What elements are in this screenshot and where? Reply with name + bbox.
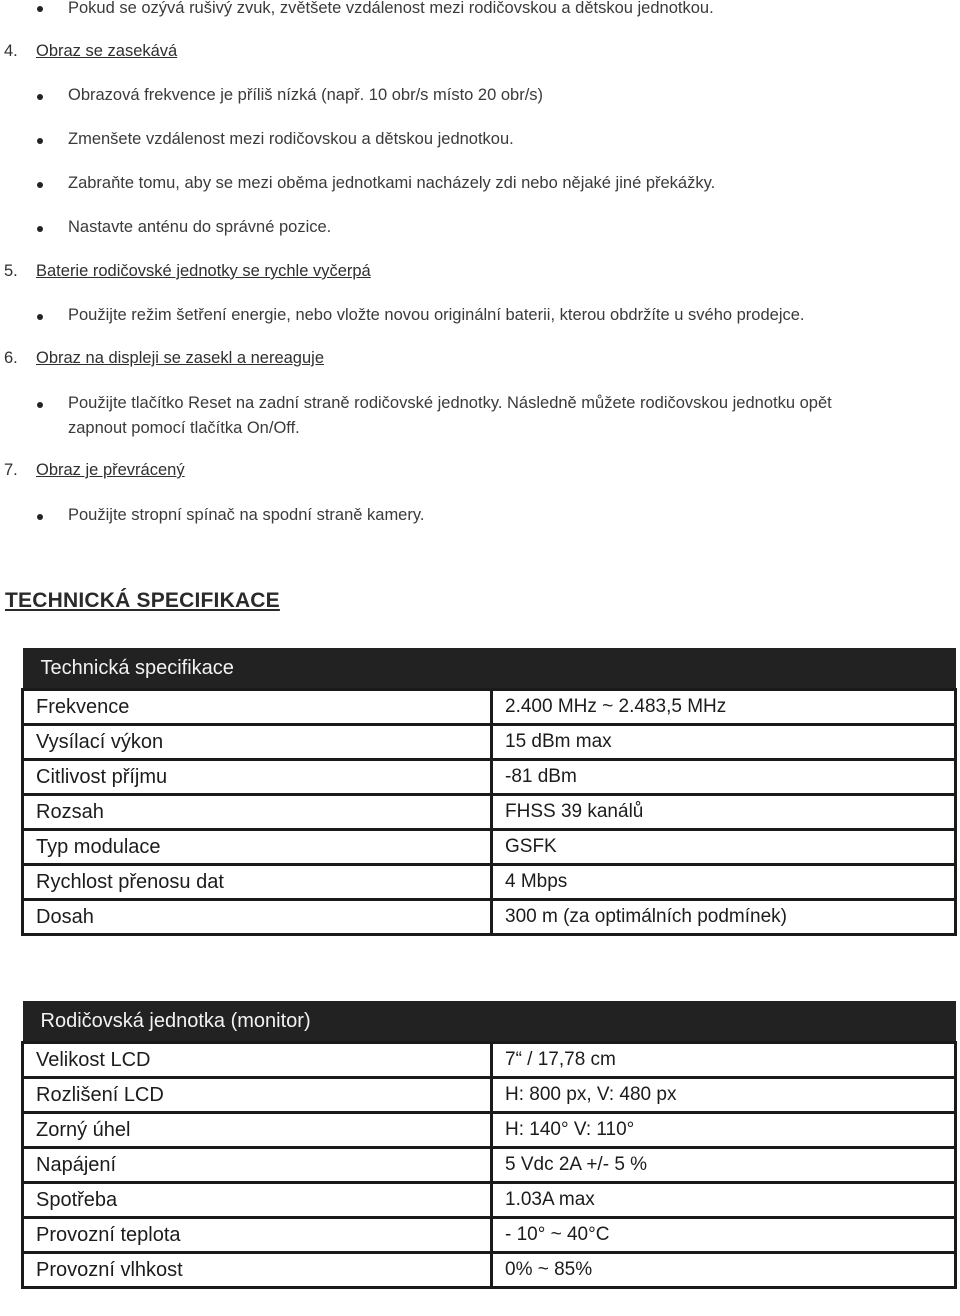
spec-value: 5 Vdc 2A +/- 5 % — [492, 1148, 956, 1183]
spec-value: 4 Mbps — [492, 865, 956, 900]
item-heading: Obraz je převrácený — [36, 461, 185, 479]
spec-key: Rozlišení LCD — [23, 1078, 492, 1113]
table-row — [23, 1078, 956, 1113]
spec-key: Typ modulace — [23, 830, 492, 865]
table-row — [23, 900, 956, 935]
item-heading: Baterie rodičovské jednotky se rychle vyčerpá — [36, 262, 371, 280]
spec-key: Provozní vlhkost — [23, 1253, 492, 1288]
spec-table-monitor — [21, 1001, 957, 1289]
item-number: 4. — [4, 42, 18, 60]
table-row — [23, 1218, 956, 1253]
bullet-text: Pokud se ozývá rušivý zvuk, zvětšete vzdálenost mezi rodičovskou a dětskou jednotkou. — [68, 0, 714, 17]
section-title: TECHNICKÁ SPECIFIKACE — [5, 589, 280, 612]
spec-key: Rozsah — [23, 795, 492, 830]
bullet-text: Obrazová frekvence je příliš nízká (např. 10 obr/s místo 20 obr/s) — [68, 86, 544, 104]
bullet-icon — [37, 314, 43, 320]
bullet-icon — [37, 514, 43, 520]
spec-value: 7“ / 17,78 cm — [492, 1043, 956, 1078]
spec-value: 15 dBm max — [492, 725, 956, 760]
table-row — [23, 1253, 956, 1288]
bullet-icon — [37, 402, 43, 408]
bullet-text: Použijte tlačítko Reset na zadní straně rodičovské jednotky. Následně můžete rodičovskou jednotku opět — [68, 394, 832, 412]
table-row — [23, 1113, 956, 1148]
spec-value: FHSS 39 kanálů — [492, 795, 956, 830]
spec-key: Citlivost příjmu — [23, 760, 492, 795]
spec-table-general — [21, 648, 957, 936]
spec-value: H: 140° V: 110° — [492, 1113, 956, 1148]
spec-value: H: 800 px, V: 480 px — [492, 1078, 956, 1113]
item-number: 5. — [4, 262, 18, 280]
bullet-icon — [37, 94, 43, 100]
bullet-icon — [37, 6, 43, 12]
table-row — [23, 865, 956, 900]
table-row — [23, 690, 956, 725]
spec-value: - 10° ~ 40°C — [492, 1218, 956, 1253]
spec-value: 300 m (za optimálních podmínek) — [492, 900, 956, 935]
bullet-text: Nastavte anténu do správné pozice. — [68, 218, 332, 236]
table-title: Technická specifikace — [23, 648, 956, 690]
table-title: Rodičovská jednotka (monitor) — [23, 1001, 956, 1043]
table-row — [23, 725, 956, 760]
bullet-text: Zmenšete vzdálenost mezi rodičovskou a dětskou jednotkou. — [68, 130, 514, 148]
bullet-text: Zabraňte tomu, aby se mezi oběma jednotkami nacházely zdi nebo nějaké jiné překážky. — [68, 174, 716, 192]
table-row — [23, 760, 956, 795]
item-heading: Obraz se zasekává — [36, 42, 178, 60]
spec-value: GSFK — [492, 830, 956, 865]
bullet-icon — [37, 138, 43, 144]
spec-key: Napájení — [23, 1148, 492, 1183]
item-heading: Obraz na displeji se zasekl a nereaguje — [36, 349, 325, 367]
table-row — [23, 1148, 956, 1183]
spec-key: Zorný úhel — [23, 1113, 492, 1148]
spec-key: Spotřeba — [23, 1183, 492, 1218]
table-row — [23, 1183, 956, 1218]
spec-value: 1.03A max — [492, 1183, 956, 1218]
bullet-text: Použijte režim šetření energie, nebo vložte novou originální baterii, kterou obdržíte u svého prodejce. — [68, 306, 805, 324]
spec-value: 0% ~ 85% — [492, 1253, 956, 1288]
table-row — [23, 795, 956, 830]
spec-key: Rychlost přenosu dat — [23, 865, 492, 900]
spec-key: Provozní teplota — [23, 1218, 492, 1253]
spec-value: -81 dBm — [492, 760, 956, 795]
spec-key: Frekvence — [23, 690, 492, 725]
spec-key: Vysílací výkon — [23, 725, 492, 760]
spec-key: Dosah — [23, 900, 492, 935]
item-number: 6. — [4, 349, 18, 367]
table-row — [23, 1043, 956, 1078]
spec-value: 2.400 MHz ~ 2.483,5 MHz — [492, 690, 956, 725]
bullet-icon — [37, 226, 43, 232]
item-number: 7. — [4, 461, 18, 479]
table-row — [23, 830, 956, 865]
bullet-text: Použijte stropní spínač na spodní straně kamery. — [68, 506, 425, 524]
bullet-icon — [37, 182, 43, 188]
spec-key: Velikost LCD — [23, 1043, 492, 1078]
bullet-text-continuation: zapnout pomocí tlačítka On/Off. — [68, 419, 300, 437]
